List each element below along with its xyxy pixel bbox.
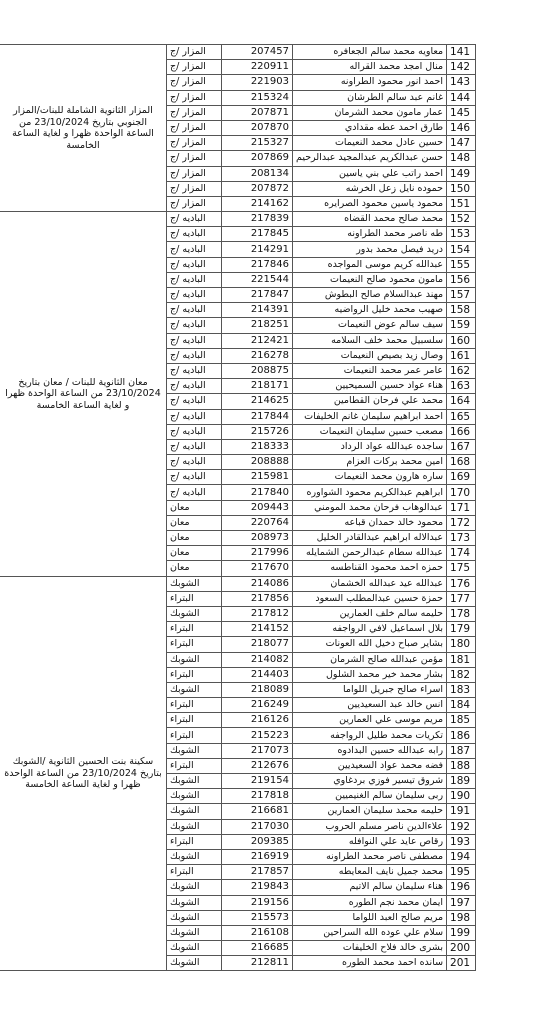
student-name-cell: سانده احمد محمد الطوره xyxy=(293,956,447,971)
student-name-cell: مريم موسى علي العمارين xyxy=(293,713,447,728)
id-cell: 216108 xyxy=(222,925,293,940)
row-number-cell: 173 xyxy=(447,531,476,546)
student-name-cell: عمار مامون محمد الشرمان xyxy=(293,105,447,120)
row-number-cell: 196 xyxy=(447,880,476,895)
student-name-cell: عبدالله سطام عبدالرحمن الشمايله xyxy=(293,546,447,561)
region-cell: الباديه /ج xyxy=(167,318,222,333)
id-cell: 208875 xyxy=(222,363,293,378)
row-number-cell: 179 xyxy=(447,622,476,637)
id-cell: 221903 xyxy=(222,75,293,90)
student-name-cell: دريد فيصل محمد بدور xyxy=(293,242,447,257)
id-cell: 216249 xyxy=(222,698,293,713)
region-cell: الشوبك xyxy=(167,910,222,925)
id-cell: 214291 xyxy=(222,242,293,257)
row-number-cell: 155 xyxy=(447,257,476,272)
student-name-cell: مامون محمود صالح النعيمات xyxy=(293,272,447,287)
id-cell: 214403 xyxy=(222,667,293,682)
region-cell: الباديه /ج xyxy=(167,485,222,500)
id-cell: 217030 xyxy=(222,819,293,834)
student-name-cell: سلام علي عوده الله السراحين xyxy=(293,925,447,940)
region-cell: البتراء xyxy=(167,637,222,652)
id-cell: 214162 xyxy=(222,196,293,211)
row-number-cell: 177 xyxy=(447,591,476,606)
row-number-cell: 182 xyxy=(447,667,476,682)
student-name-cell: بشاير صباح دخيل الله العونات xyxy=(293,637,447,652)
region-cell: معان xyxy=(167,500,222,515)
exam-location-note: معان الثانوية للبنات / معان بتاريخ 23/10/2024 من الساعة الواحدة ظهرا و لغاية الساعة الخامسة xyxy=(0,212,167,577)
row-number-cell: 193 xyxy=(447,834,476,849)
id-cell: 215324 xyxy=(222,90,293,105)
row-number-cell: 192 xyxy=(447,819,476,834)
region-cell: الشوبك xyxy=(167,606,222,621)
id-cell: 218089 xyxy=(222,682,293,697)
region-cell: الباديه /ج xyxy=(167,439,222,454)
region-cell: الشوبك xyxy=(167,819,222,834)
row-number-cell: 145 xyxy=(447,105,476,120)
row-number-cell: 158 xyxy=(447,303,476,318)
row-number-cell: 163 xyxy=(447,379,476,394)
region-cell: الشوبك xyxy=(167,576,222,591)
region-cell: المزار /ج xyxy=(167,45,222,60)
region-cell: الباديه /ج xyxy=(167,394,222,409)
id-cell: 217845 xyxy=(222,227,293,242)
table-row xyxy=(0,212,476,227)
row-number-cell: 156 xyxy=(447,272,476,287)
student-name-cell: عبدالوهاب فرحان محمد المومني xyxy=(293,500,447,515)
id-cell: 220911 xyxy=(222,60,293,75)
region-cell: المزار /ج xyxy=(167,60,222,75)
region-cell: البتراء xyxy=(167,698,222,713)
row-number-cell: 194 xyxy=(447,849,476,864)
table-row xyxy=(0,576,476,591)
region-cell: المزار /ج xyxy=(167,151,222,166)
row-number-cell: 159 xyxy=(447,318,476,333)
row-number-cell: 169 xyxy=(447,470,476,485)
row-number-cell: 147 xyxy=(447,136,476,151)
row-number-cell: 197 xyxy=(447,895,476,910)
student-name-cell: طه ناصر محمد الطراونه xyxy=(293,227,447,242)
region-cell: الباديه /ج xyxy=(167,470,222,485)
student-name-cell: شروق تيسير فوزي بردغاوي xyxy=(293,774,447,789)
id-cell: 217856 xyxy=(222,591,293,606)
id-cell: 215981 xyxy=(222,470,293,485)
row-number-cell: 165 xyxy=(447,409,476,424)
id-cell: 219843 xyxy=(222,880,293,895)
region-cell: الشوبك xyxy=(167,880,222,895)
row-number-cell: 151 xyxy=(447,196,476,211)
student-name-cell: محمود خالد حمدان قباعه xyxy=(293,515,447,530)
id-cell: 217670 xyxy=(222,561,293,576)
student-name-cell: محمد علي فرحان القطامين xyxy=(293,394,447,409)
student-name-cell: مصعب حسين سليمان النعيمات xyxy=(293,424,447,439)
region-cell: الشوبك xyxy=(167,941,222,956)
id-cell: 216919 xyxy=(222,849,293,864)
student-name-cell: هناء عواد حسين السميحيين xyxy=(293,379,447,394)
student-name-cell: حمزه احمد محمود القناطسه xyxy=(293,561,447,576)
region-cell: البتراء xyxy=(167,622,222,637)
region-cell: البتراء xyxy=(167,865,222,880)
id-cell: 212676 xyxy=(222,758,293,773)
student-name-cell: رقاص عايد علي النوافله xyxy=(293,834,447,849)
id-cell: 207870 xyxy=(222,120,293,135)
row-number-cell: 146 xyxy=(447,120,476,135)
id-cell: 220764 xyxy=(222,515,293,530)
row-number-cell: 161 xyxy=(447,348,476,363)
region-cell: الباديه /ج xyxy=(167,212,222,227)
region-cell: الشوبك xyxy=(167,743,222,758)
id-cell: 221544 xyxy=(222,272,293,287)
region-cell: الباديه /ج xyxy=(167,303,222,318)
region-cell: البتراء xyxy=(167,728,222,743)
id-cell: 219154 xyxy=(222,774,293,789)
row-number-cell: 176 xyxy=(447,576,476,591)
row-number-cell: 187 xyxy=(447,743,476,758)
region-cell: الباديه /ج xyxy=(167,333,222,348)
student-name-cell: انس خالد عبد السعيديين xyxy=(293,698,447,713)
region-cell: المزار /ج xyxy=(167,120,222,135)
student-name-cell: حسين عادل محمد النعيمات xyxy=(293,136,447,151)
student-name-cell: مؤمن عبدالله صالح الشرمان xyxy=(293,652,447,667)
row-number-cell: 167 xyxy=(447,439,476,454)
id-cell: 215223 xyxy=(222,728,293,743)
student-name-cell: صهيب محمد خليل الرواضيه xyxy=(293,303,447,318)
id-cell: 219156 xyxy=(222,895,293,910)
student-name-cell: اسراء صالح جبريل اللواما xyxy=(293,682,447,697)
region-cell: الشوبك xyxy=(167,925,222,940)
student-name-cell: مريم صالح العبد اللواما xyxy=(293,910,447,925)
row-number-cell: 191 xyxy=(447,804,476,819)
region-cell: الشوبك xyxy=(167,789,222,804)
student-name-cell: وصال زيد بصيص النعيمات xyxy=(293,348,447,363)
row-number-cell: 143 xyxy=(447,75,476,90)
id-cell: 217839 xyxy=(222,212,293,227)
student-name-cell: سيف سالم عوض النعيمات xyxy=(293,318,447,333)
row-number-cell: 144 xyxy=(447,90,476,105)
row-number-cell: 181 xyxy=(447,652,476,667)
region-cell: المزار /ج xyxy=(167,136,222,151)
id-cell: 217846 xyxy=(222,257,293,272)
student-name-cell: ساجده عبدالله عواد الرداد xyxy=(293,439,447,454)
id-cell: 214082 xyxy=(222,652,293,667)
row-number-cell: 188 xyxy=(447,758,476,773)
row-number-cell: 166 xyxy=(447,424,476,439)
id-cell: 207872 xyxy=(222,181,293,196)
row-number-cell: 149 xyxy=(447,166,476,181)
row-number-cell: 150 xyxy=(447,181,476,196)
region-cell: البتراء xyxy=(167,667,222,682)
region-cell: الباديه /ج xyxy=(167,348,222,363)
student-name-cell: علاءالدين ناصر مسلم الحروب xyxy=(293,819,447,834)
id-cell: 207871 xyxy=(222,105,293,120)
row-number-cell: 157 xyxy=(447,288,476,303)
row-number-cell: 141 xyxy=(447,45,476,60)
student-name-cell: مصطفى ناصر محمد الطراونه xyxy=(293,849,447,864)
exam-location-note: سكينة بنت الحسين الثانوية /الشوبك بتاريخ 23/10/2024 من الساعة الواحدة ظهرا و لغاية الساعة الخامسة xyxy=(0,576,167,971)
region-cell: الباديه /ج xyxy=(167,257,222,272)
region-cell: المزار /ج xyxy=(167,75,222,90)
row-number-cell: 189 xyxy=(447,774,476,789)
id-cell: 214086 xyxy=(222,576,293,591)
region-cell: البتراء xyxy=(167,758,222,773)
row-number-cell: 184 xyxy=(447,698,476,713)
id-cell: 217818 xyxy=(222,789,293,804)
row-number-cell: 190 xyxy=(447,789,476,804)
id-cell: 218333 xyxy=(222,439,293,454)
row-number-cell: 174 xyxy=(447,546,476,561)
region-cell: البتراء xyxy=(167,591,222,606)
student-name-cell: سلسبيل محمد خلف السلامه xyxy=(293,333,447,348)
id-cell: 216681 xyxy=(222,804,293,819)
student-name-cell: حموده نايل زعل الخرشه xyxy=(293,181,447,196)
region-cell: الباديه /ج xyxy=(167,409,222,424)
id-cell: 216126 xyxy=(222,713,293,728)
id-cell: 217996 xyxy=(222,546,293,561)
row-number-cell: 142 xyxy=(447,60,476,75)
id-cell: 207869 xyxy=(222,151,293,166)
row-number-cell: 185 xyxy=(447,713,476,728)
student-name-cell: احمد راتب علي بني ياسين xyxy=(293,166,447,181)
row-number-cell: 160 xyxy=(447,333,476,348)
region-cell: الشوبك xyxy=(167,895,222,910)
id-cell: 217847 xyxy=(222,288,293,303)
row-number-cell: 199 xyxy=(447,925,476,940)
id-cell: 208973 xyxy=(222,531,293,546)
student-name-cell: فضه محمد عواد السعيديين xyxy=(293,758,447,773)
student-name-cell: مهند عبدالسلام صالح البطوش xyxy=(293,288,447,303)
region-cell: الشوبك xyxy=(167,682,222,697)
region-cell: الشوبك xyxy=(167,774,222,789)
row-number-cell: 171 xyxy=(447,500,476,515)
id-cell: 209385 xyxy=(222,834,293,849)
region-cell: الباديه /ج xyxy=(167,363,222,378)
id-cell: 208134 xyxy=(222,166,293,181)
region-cell: المزار /ج xyxy=(167,90,222,105)
id-cell: 218171 xyxy=(222,379,293,394)
region-cell: البتراء xyxy=(167,713,222,728)
student-name-cell: ربى سليمان سالم الغنيميين xyxy=(293,789,447,804)
id-cell: 217840 xyxy=(222,485,293,500)
student-name-cell: حسن عبدالكريم عبدالمجيد عبدالرحيم xyxy=(293,151,447,166)
student-name-cell: منال امجد محمد القراله xyxy=(293,60,447,75)
row-number-cell: 162 xyxy=(447,363,476,378)
id-cell: 216278 xyxy=(222,348,293,363)
region-cell: الباديه /ج xyxy=(167,379,222,394)
student-name-cell: هناء سليمان سالم الاتيم xyxy=(293,880,447,895)
id-cell: 214152 xyxy=(222,622,293,637)
region-cell: الشوبك xyxy=(167,849,222,864)
student-name-cell: رابه عبدالله حسين البدادوه xyxy=(293,743,447,758)
region-cell: الباديه /ج xyxy=(167,272,222,287)
student-name-cell: احمد انور محمود الطراونه xyxy=(293,75,447,90)
student-name-cell: بلال اسماعيل لافي الرواجفه xyxy=(293,622,447,637)
id-cell: 215726 xyxy=(222,424,293,439)
id-cell: 217844 xyxy=(222,409,293,424)
id-cell: 209443 xyxy=(222,500,293,515)
region-cell: المزار /ج xyxy=(167,181,222,196)
id-cell: 208888 xyxy=(222,455,293,470)
region-cell: الشوبك xyxy=(167,804,222,819)
student-name-cell: حمزة حسين عبدالمطلب السعود xyxy=(293,591,447,606)
row-number-cell: 153 xyxy=(447,227,476,242)
student-name-cell: غانم عبد سالم الطرشان xyxy=(293,90,447,105)
student-name-cell: امين محمد بركات العزام xyxy=(293,455,447,470)
id-cell: 215327 xyxy=(222,136,293,151)
row-number-cell: 200 xyxy=(447,941,476,956)
id-cell: 214391 xyxy=(222,303,293,318)
row-number-cell: 195 xyxy=(447,865,476,880)
student-name-cell: عبدالاله ابراهيم عبدالقادر الخليل xyxy=(293,531,447,546)
student-name-cell: ساره هارون محمد النعيمات xyxy=(293,470,447,485)
student-name-cell: عبدالله عيد عبدالله الخشمان xyxy=(293,576,447,591)
student-name-cell: طارق احمد عطه مقدادي xyxy=(293,120,447,135)
region-cell: المزار /ج xyxy=(167,196,222,211)
id-cell: 215573 xyxy=(222,910,293,925)
student-name-cell: معاويه محمد سالم الجعافره xyxy=(293,45,447,60)
roster-table xyxy=(0,44,476,971)
region-cell: الباديه /ج xyxy=(167,455,222,470)
region-cell: الباديه /ج xyxy=(167,227,222,242)
id-cell: 218077 xyxy=(222,637,293,652)
row-number-cell: 180 xyxy=(447,637,476,652)
student-name-cell: بشرى خالد فلاح الخليفات xyxy=(293,941,447,956)
student-name-cell: عبدالله كريم موسى المواجده xyxy=(293,257,447,272)
id-cell: 217857 xyxy=(222,865,293,880)
student-name-cell: بشار محمد خير محمد الشلول xyxy=(293,667,447,682)
region-cell: المزار /ج xyxy=(167,166,222,181)
region-cell: الشوبك xyxy=(167,652,222,667)
id-cell: 218251 xyxy=(222,318,293,333)
student-name-cell: حليمه سالم خلف العمارين xyxy=(293,606,447,621)
row-number-cell: 172 xyxy=(447,515,476,530)
region-cell: الباديه /ج xyxy=(167,424,222,439)
row-number-cell: 175 xyxy=(447,561,476,576)
region-cell: معان xyxy=(167,515,222,530)
row-number-cell: 168 xyxy=(447,455,476,470)
table-row xyxy=(0,45,476,60)
student-name-cell: عامر عمر محمد النعيمات xyxy=(293,363,447,378)
region-cell: البتراء xyxy=(167,834,222,849)
student-name-cell: ايمان محمد نجم الطوره xyxy=(293,895,447,910)
row-number-cell: 178 xyxy=(447,606,476,621)
id-cell: 212421 xyxy=(222,333,293,348)
region-cell: الباديه /ج xyxy=(167,288,222,303)
region-cell: معان xyxy=(167,546,222,561)
id-cell: 216685 xyxy=(222,941,293,956)
row-number-cell: 170 xyxy=(447,485,476,500)
student-name-cell: محمد صالح محمد القضاه xyxy=(293,212,447,227)
row-number-cell: 186 xyxy=(447,728,476,743)
id-cell: 207457 xyxy=(222,45,293,60)
region-cell: معان xyxy=(167,531,222,546)
region-cell: الباديه /ج xyxy=(167,242,222,257)
row-number-cell: 201 xyxy=(447,956,476,971)
student-name-cell: حليمه محمد سليمان العمارين xyxy=(293,804,447,819)
student-name-cell: احمد ابراهيم سليمان غانم الخليفات xyxy=(293,409,447,424)
student-name-cell: محمود ياسين محمود الصرايره xyxy=(293,196,447,211)
row-number-cell: 164 xyxy=(447,394,476,409)
id-cell: 217073 xyxy=(222,743,293,758)
student-name-cell: محمد جميل نايف المعايطه xyxy=(293,865,447,880)
row-number-cell: 183 xyxy=(447,682,476,697)
region-cell: معان xyxy=(167,561,222,576)
student-name-cell: ابراهيم عبدالكريم محمود الشواوره xyxy=(293,485,447,500)
region-cell: المزار /ج xyxy=(167,105,222,120)
row-number-cell: 152 xyxy=(447,212,476,227)
id-cell: 217812 xyxy=(222,606,293,621)
id-cell: 212811 xyxy=(222,956,293,971)
region-cell: الشوبك xyxy=(167,956,222,971)
student-name-cell: تكريات محمد طليل الرواجفه xyxy=(293,728,447,743)
exam-location-note: المزار الثانوية الشاملة للبنات/المزار الجنوبي بتاريخ 23/10/2024 من الساعة الواحدة ظهرا و لغاية الساعة الخامسة xyxy=(0,45,167,212)
row-number-cell: 148 xyxy=(447,151,476,166)
id-cell: 214625 xyxy=(222,394,293,409)
row-number-cell: 154 xyxy=(447,242,476,257)
row-number-cell: 198 xyxy=(447,910,476,925)
